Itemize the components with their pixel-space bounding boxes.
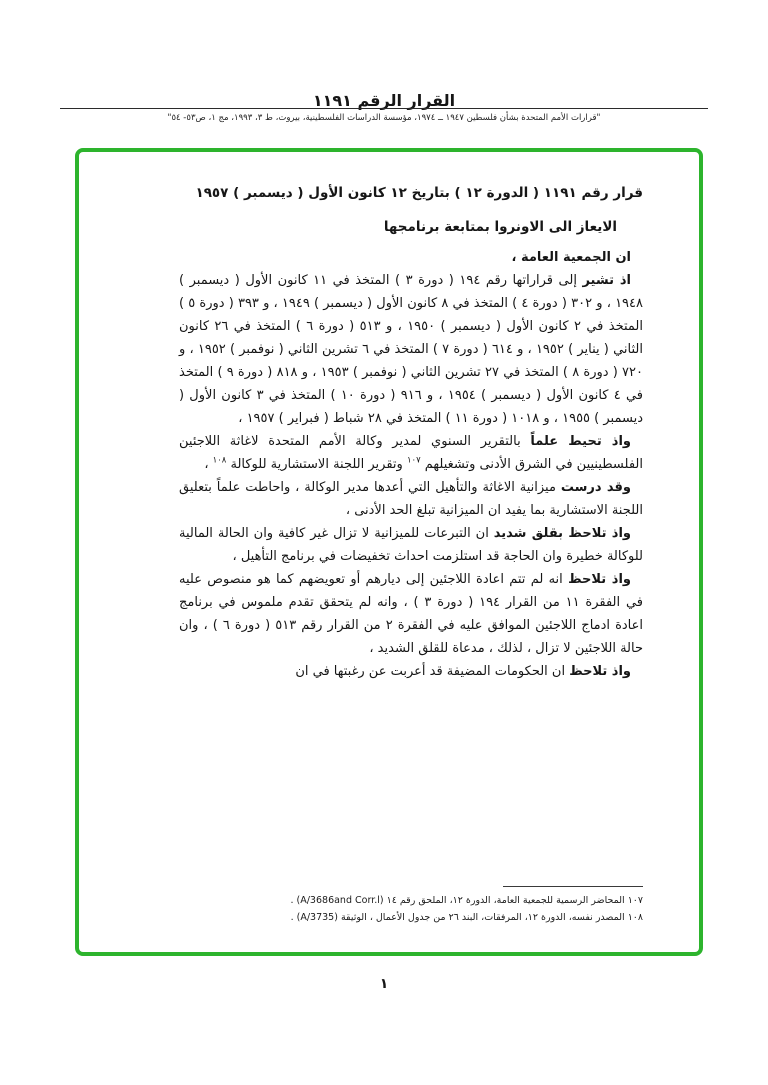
footnote: ١٠٧ المحاضر الرسمية للجمعية العامة، الدورة ١٢، الملحق رقم ١٤ (A/3686and Corr.l) .	[290, 895, 643, 906]
paragraph-text: ،	[204, 457, 213, 472]
paragraph-text: ميزانية الاغاثة والتأهيل التي أعدها مدير الوكالة ، واحاطت علماً بتعليق اللجنة الاستشارية بما يفيد ان الميزانية تبلغ الحد الأدنى ،	[179, 480, 643, 518]
paragraph	[179, 568, 643, 660]
paragraph-lead: واذ تلاحظ	[568, 572, 632, 587]
paragraph-text: وتقرير اللجنة الاستشارية للوكالة	[226, 457, 407, 472]
paragraph	[179, 522, 643, 568]
paragraph-lead: ان الجمعية العامة ،	[511, 250, 631, 265]
footnote: ١٠٨ المصدر نفسه، الدورة ١٢، المرفقات، البند ٢٦ من جدول الأعمال ، الوثيقة (A/3735) .	[290, 911, 643, 923]
footnotes	[115, 893, 643, 926]
paragraph-text: ان التبرعات للميزانية لا تزال غير كافية وان الحالة المالية للوكالة خطيرة وان الحاجة قد استلزمت احداث تخفيضات في برنامج التأهيل ،	[179, 526, 643, 564]
paragraph-text: بالتقرير السنوي لمدير وكالة الأمم المتحدة لاغاثة اللاجئين الفلسطينيين في الشرق الأدنى وتشغيلهم	[179, 434, 643, 472]
paragraph-lead: اذ تشير	[582, 273, 632, 288]
page-number: ١	[379, 976, 389, 992]
paragraph-lead: واذ تلاحظ	[569, 664, 631, 679]
document-body	[179, 246, 643, 683]
paragraph	[179, 430, 643, 476]
paragraph	[179, 476, 643, 522]
paragraph-lead: واذ تلاحظ بقلق شديد	[493, 526, 631, 541]
page-title: القرار الرقم ١١٩١	[312, 90, 456, 110]
paragraph-lead: وقد درست	[560, 480, 631, 495]
paragraph-text: ان الحكومات المضيفة قد أعربت عن رغبتها في ان	[295, 664, 570, 679]
header-divider	[60, 108, 708, 109]
footnote-block	[115, 886, 643, 926]
paragraph-text: انه لم تتم اعادة اللاجئين إلى ديارهم أو تعويضهم كما هو منصوص عليه في الفقرة ١١ من القرار ١٩٤ ( دورة ٣ ) ، وانه لم يتحقق تقدم ملموس في برنامج اعادة ادماج اللاجئين الموافق عليه في الفقرة ٢ من القرار رقم ٥١٣ ( دورة ٦ ) ، وان حالة اللاجئين لا تزال ، لذلك ، مدعاة للقلق الشديد ،	[179, 572, 644, 656]
resolution-frame	[75, 148, 703, 956]
footnote-reference: ١٠٧	[406, 455, 421, 466]
paragraph-lead: واذ تحيط علماً	[530, 434, 631, 449]
footnote-divider	[503, 886, 643, 887]
resolution-subheading: الايعاز الى الاونروا بمتابعة برنامجها	[383, 219, 617, 235]
paragraph-text: إلى قراراتها رقم ١٩٤ ( دورة ٣ ) المتخذ في ١١ كانون الأول ( ديسمبر ) ١٩٤٨ ، و ٣٠٢ ( دورة ٤ ) المتخذ في ٨ كانون الأول ( ديسمبر ) ١٩٤٩ ، و ٣٩٣ ( دورة ٥ ) المتخذ في ٢ كانون الأول ( ديسمبر ) ١٩٥٠ ، و ٥١٣ ( دورة ٦ ) المتخذ في ٢٦ كانون الثاني ( يناير ) ١٩٥٢ ، و ٦١٤ ( دورة ٧ ) المتخذ في ٦ تشرين الثاني ( نوفمبر ) ١٩٥٢ ، و ٧٢٠ ( دورة ٨ ) المتخذ في ٢٧ تشرين الثاني ( نوفمبر ) ١٩٥٣ ، و ٨١٨ ( دورة ٩ ) المتخذ في ٤ كانون الأول ( ديسمبر ) ١٩٥٤ ، و ٩١٦ ( دورة ١٠ ) المتخذ في ٣ كانون الأول ( ديسمبر ) ١٩٥٥ ، و ١٠١٨ ( دورة ١١ ) المتخذ في ٢٨ شباط ( فبراير ) ١٩٥٧ ،	[179, 273, 644, 426]
paragraph	[179, 246, 643, 269]
paragraph	[179, 660, 643, 683]
source-citation: "قرارات الأمم المتحدة بشأن فلسطين ١٩٤٧ ــ ١٩٧٤، مؤسسة الدراسات الفلسطينية، بيروت، ط ٣، ١٩٩٣، مج ١، ص٥٣- ٥٤"	[167, 113, 601, 123]
resolution-heading: قرار رقم ١١٩١ ( الدورة ١٢ ) بتاريخ ١٢ كانون الأول ( ديسمبر ) ١٩٥٧	[195, 185, 643, 201]
paragraph	[179, 269, 643, 430]
footnote-reference: ١٠٨	[212, 455, 227, 466]
